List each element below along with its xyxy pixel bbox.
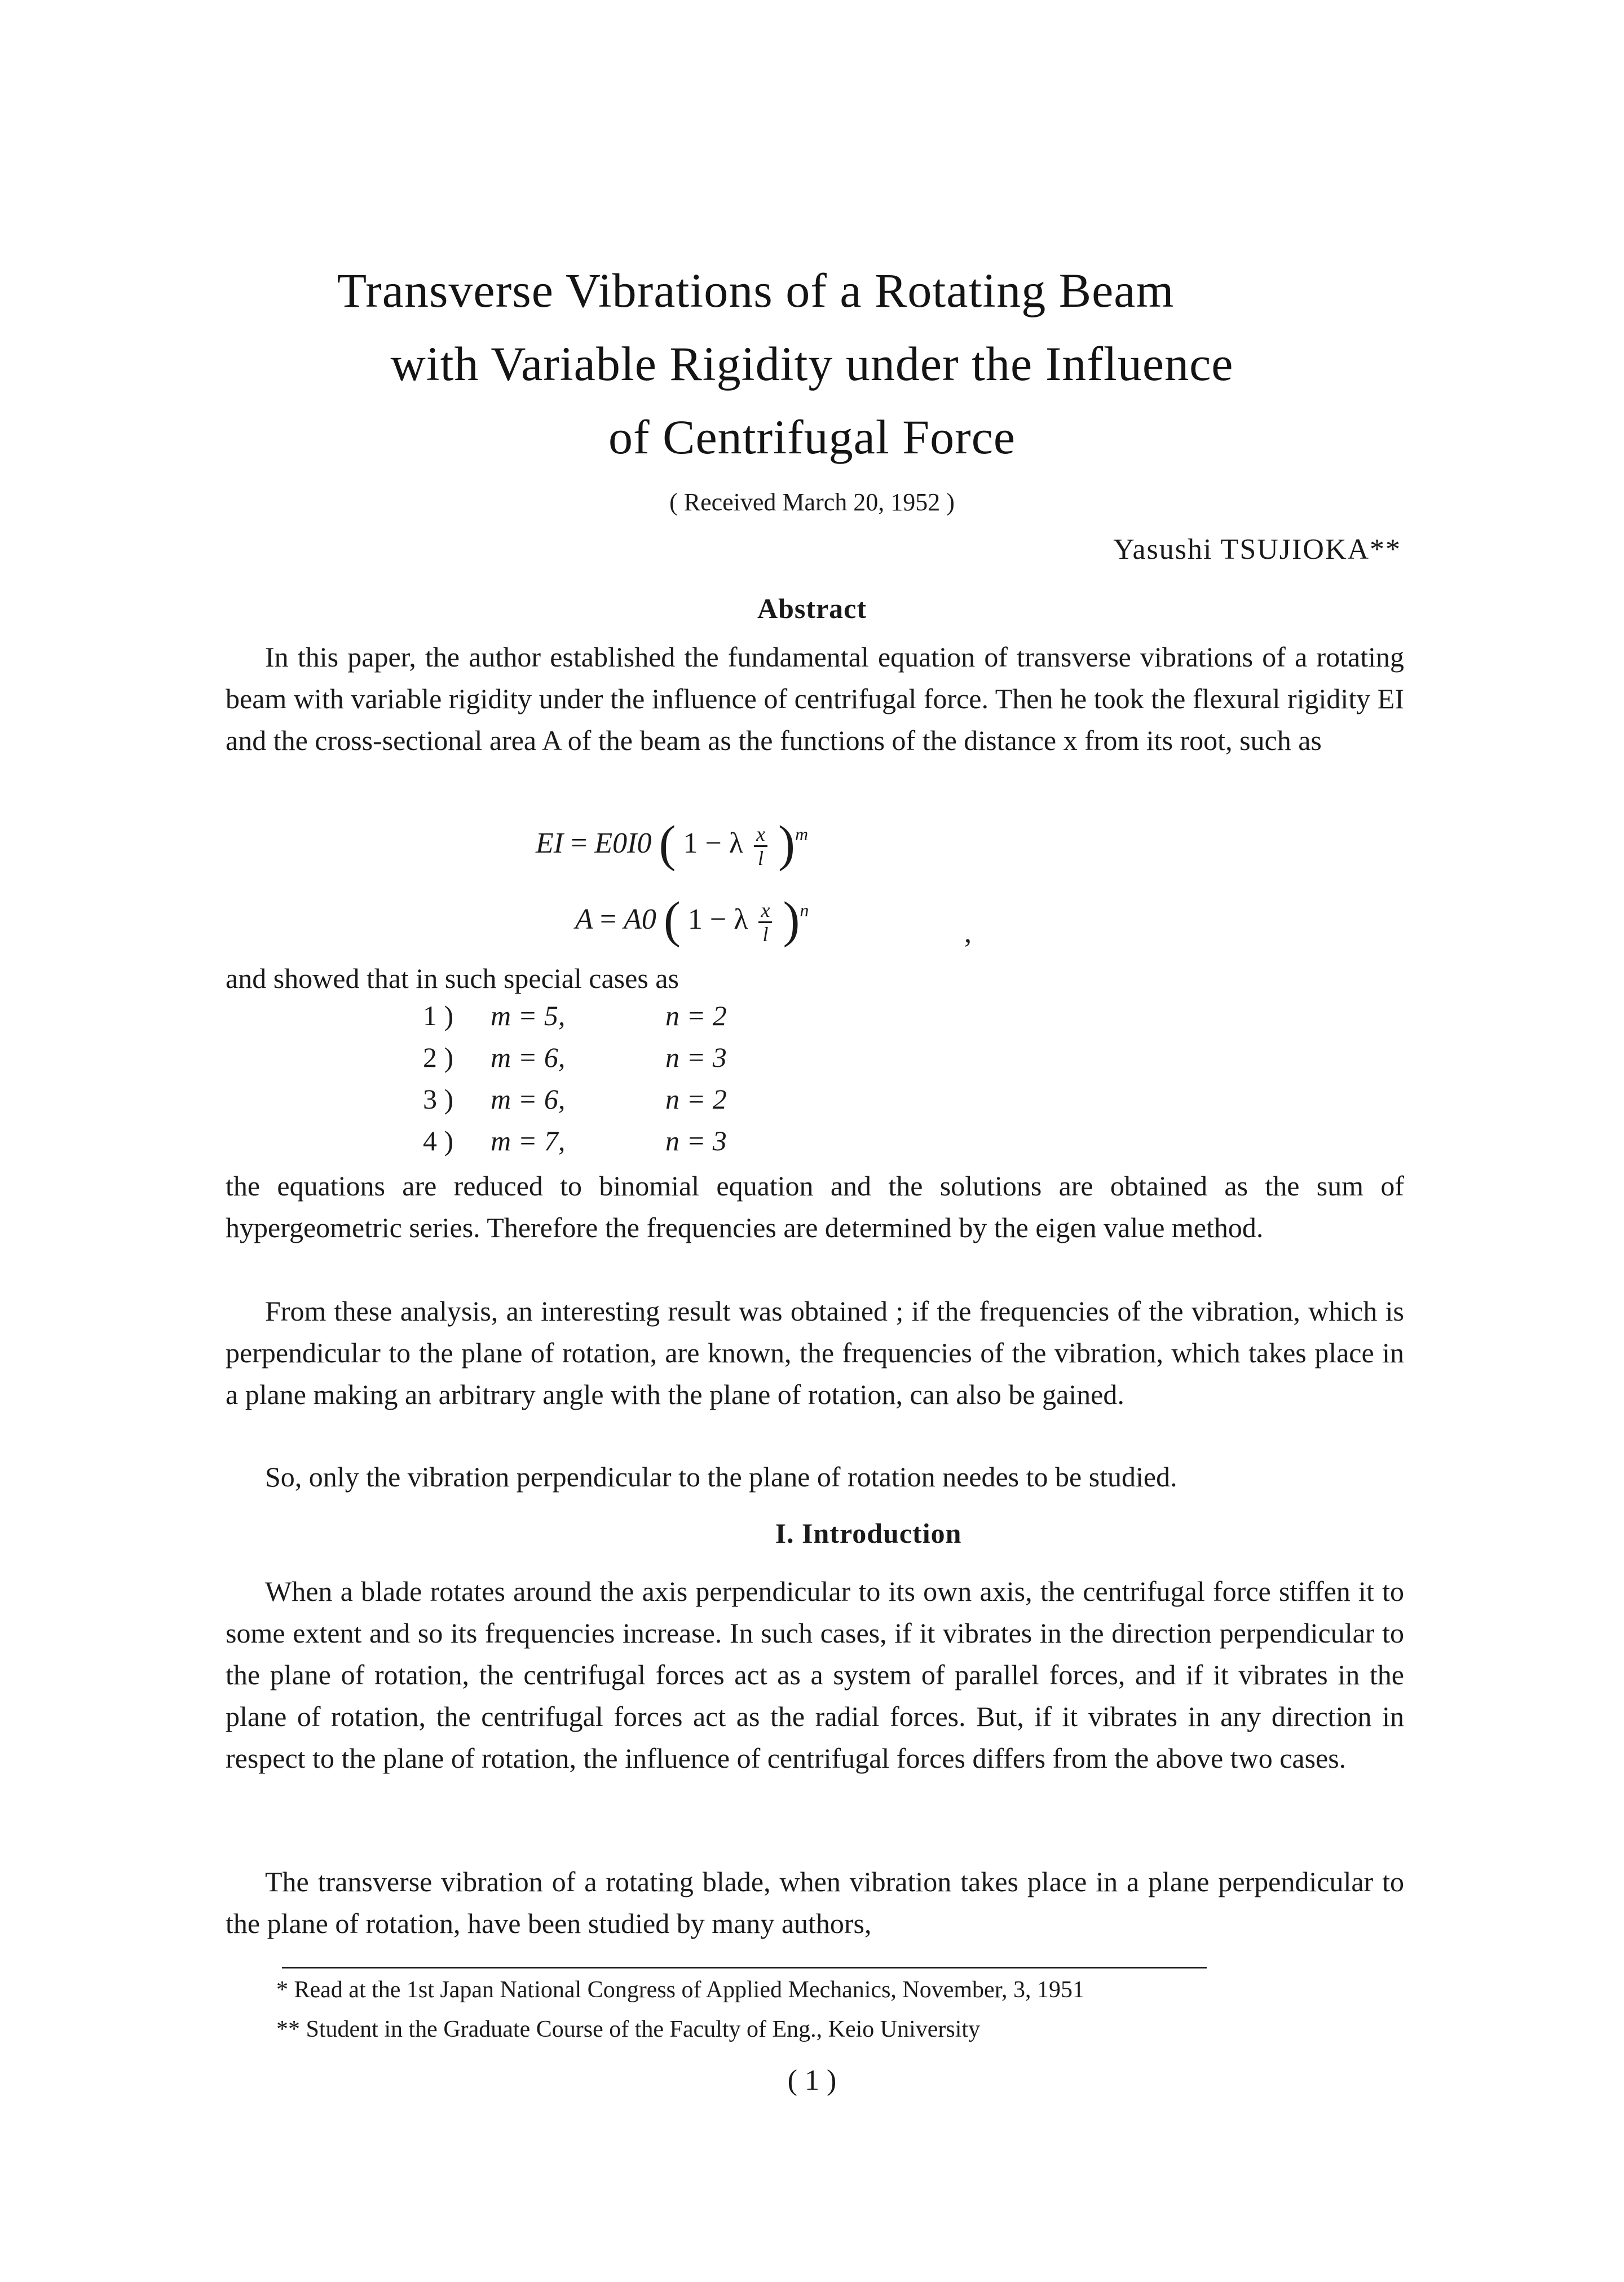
footnote-2: ** Student in the Graduate Course of the Faculty of Eng., Keio University xyxy=(276,2016,981,2042)
special-case-3: 3 ) m = 6, n = 2 xyxy=(423,1083,727,1115)
special-case-2: 2 ) m = 6, n = 3 xyxy=(423,1041,727,1073)
equation-comma: , xyxy=(964,917,972,949)
equation-cross-sectional-area: A = A0 ( 1 − λ $\frac{x}{l}$ )$^n$ xyxy=(575,892,809,948)
title-line-3: of Centrifugal Force xyxy=(608,410,1016,464)
abstract-heading: Abstract xyxy=(757,593,867,624)
special-case-1: 1 ) m = 5, n = 2 xyxy=(423,1000,727,1031)
received-date: ( Received March 20, 1952 ) xyxy=(669,488,955,516)
page-number: ( 1 ) xyxy=(787,2064,837,2096)
footnote-divider xyxy=(282,1967,1207,1968)
author-name: Yasushi TSUJIOKA** xyxy=(1113,533,1401,566)
abstract-paragraph-2: and showed that in such special cases as xyxy=(226,963,679,994)
introduction-paragraph-2: The transverse vibration of a rotating blade, when vibration takes place in a plane perpendicular to the plane of rotation, have been studied by many authors, xyxy=(226,1866,1404,1939)
title-line-2: with Variable Rigidity under the Influence xyxy=(390,337,1234,391)
abstract-paragraph-3: the equations are reduced to binomial equation and the solutions are obtained as the sum of hypergeometric series. Therefore the frequencies are determined by the eigen value method. xyxy=(226,1170,1404,1243)
introduction-heading: I. Introduction xyxy=(775,1517,962,1549)
title-line-1: Transverse Vibrations of a Rotating Beam xyxy=(337,263,1175,317)
abstract-paragraph-5: So, only the vibration perpendicular to the plane of rotation needes to be studied. xyxy=(265,1461,1177,1493)
abstract-paragraph-1: In this paper, the author established the fundamental equation of transverse vibrations of a rotating beam with variable rigidity under the influence of centrifugal force. Then he took the flexural rigidity EI and the cross-sectional area A of the beam as the functions of the distance x from its root, such as xyxy=(226,641,1404,756)
introduction-paragraph-1: When a blade rotates around the axis perpendicular to its own axis, the centrifugal force stiffen it to some extent and so its frequencies increase. In such cases, if it vibrates in the direction perpendicular to the plane of rotation, the centrifugal forces act as a system of parallel forces, and if it vibrates in the plane of rotation, the centrifugal forces act as the radial forces. But, if it vibrates in any direction in respect to the plane of rotation, the influence of centrifugal forces differs from the above two cases. xyxy=(226,1575,1404,1774)
special-case-4: 4 ) m = 7, n = 3 xyxy=(423,1125,727,1157)
footnote-1: * Read at the 1st Japan National Congress of Applied Mechanics, November, 3, 1951 xyxy=(276,1977,1085,2003)
equation-flexural-rigidity: EI = E0I0 ( 1 − λ $\frac{x}{l}$ )$^m$ xyxy=(536,816,809,872)
abstract-paragraph-4: From these analysis, an interesting result was obtained ; if the frequencies of the vibration, which is perpendicular to the plane of rotation, are known, the frequencies of the vibration, which takes place in a plane making an arbitrary angle with the plane of rotation, can also be gained. xyxy=(226,1295,1404,1410)
